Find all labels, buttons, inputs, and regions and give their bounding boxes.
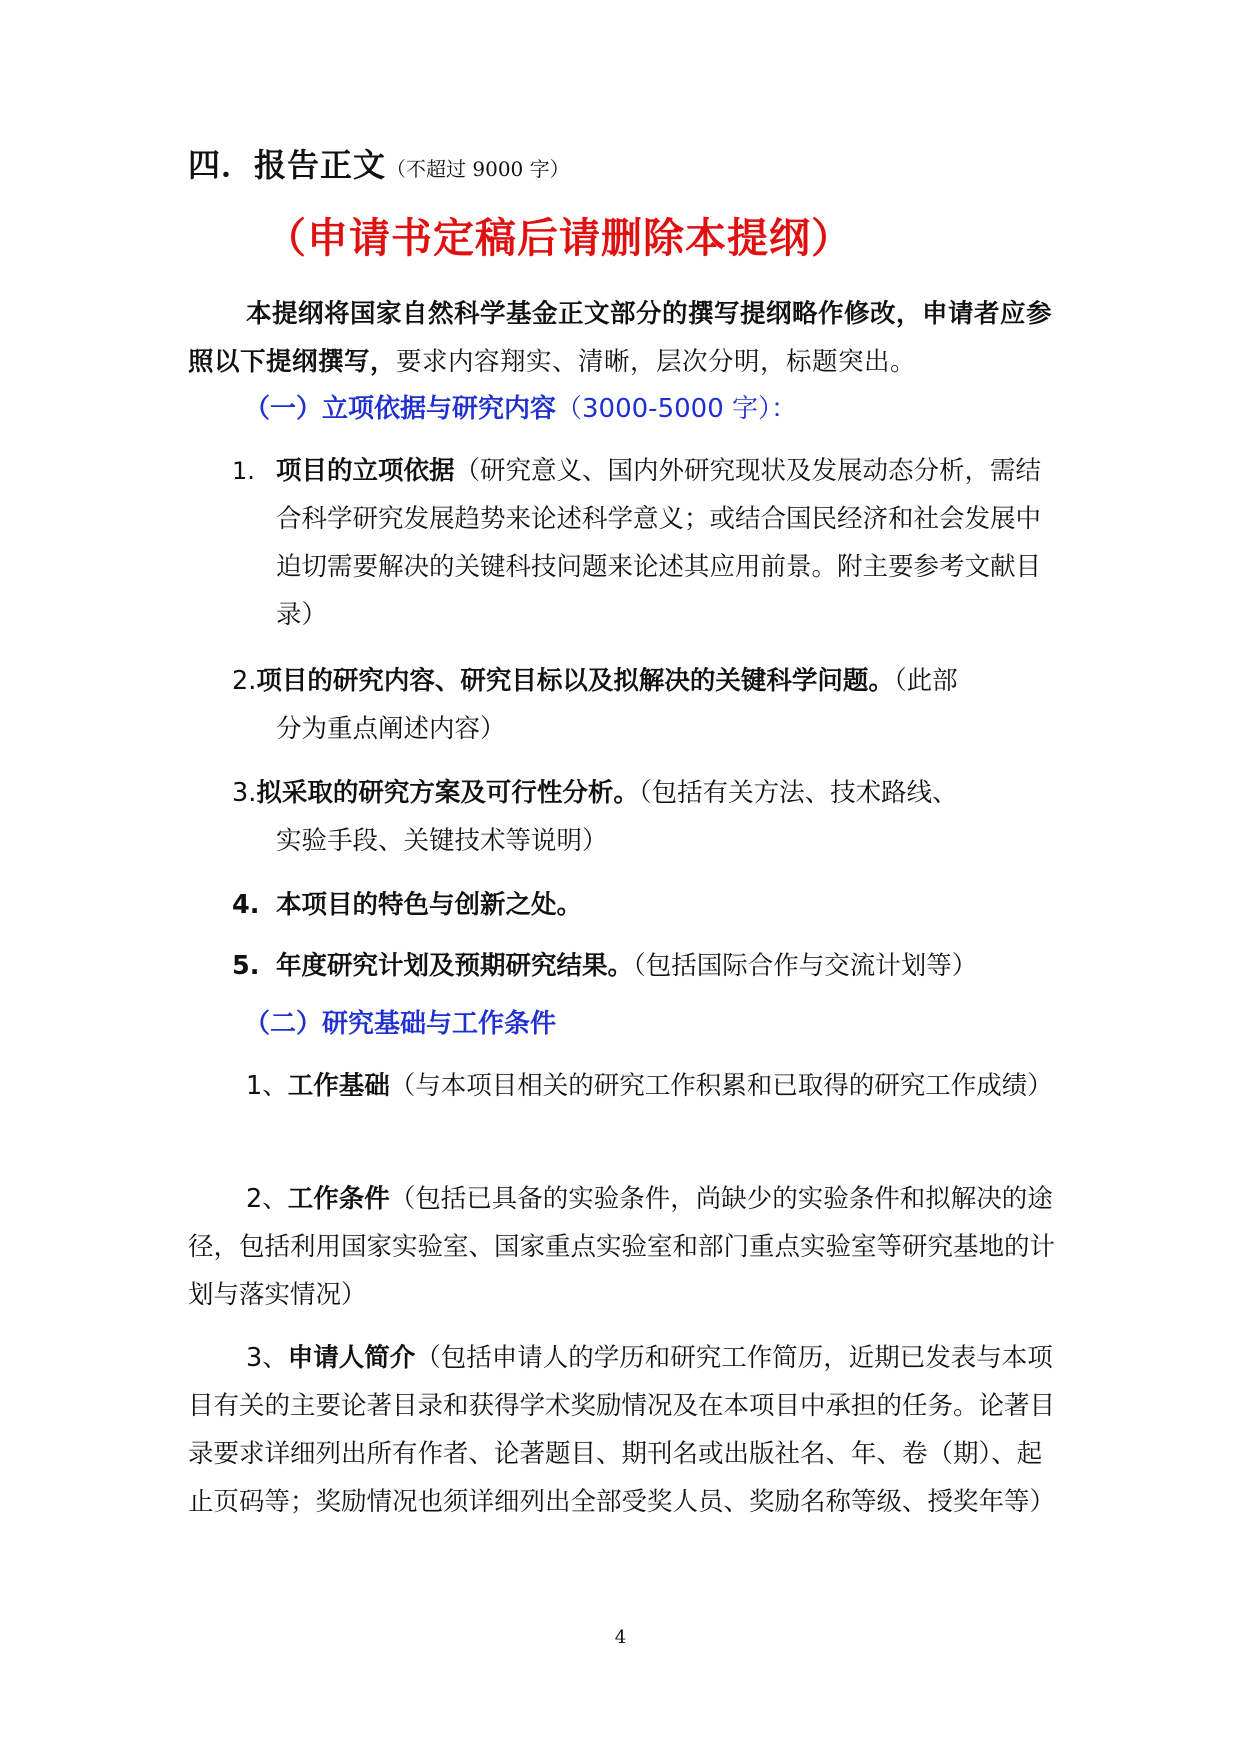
- list-item-title: 项目的立项依据: [276, 456, 455, 486]
- paragraph-prefix: 2、: [246, 1184, 288, 1214]
- paragraph-desc: （包括申请人的学历和研究工作简历，近期已发表与本项目有关的主要论著目录和获得学术奖励情况及在本项目中承担的任务。论著目录要求详细列出所有作者、论著题目、期刊名或出版社名、年、卷（期）、起止页码等；奖励情况也须详细列出全部受奖人员、奖励名称等级、授奖年等）: [188, 1343, 1056, 1517]
- heading-title: 四．报告正文: [188, 146, 387, 184]
- section-1-title: （一）立项依据与研究内容: [244, 394, 557, 424]
- list-item-number: 1.: [232, 457, 255, 485]
- list-item-title: 本项目的特色与创新之处。: [276, 890, 583, 920]
- section-1-heading: [244, 388, 797, 425]
- intro-bold-text: 本提纲将国家自然科学基金正文部分的撰写提纲略作修改，申请者应参照以下提纲撰写，: [188, 299, 1053, 377]
- heading-note: （不超过 9000 字）: [386, 157, 570, 181]
- section-2-title: （二）研究基础与工作条件: [244, 1009, 557, 1039]
- list-item-number: 3.: [232, 778, 257, 808]
- paragraph-applicant-profile: [188, 1334, 1058, 1526]
- paragraph-title: 申请人简介: [287, 1343, 416, 1373]
- list-item-3: [232, 769, 1062, 865]
- list-item-desc-cont: 分为重点阐述内容）: [276, 714, 506, 744]
- section-2-heading: [244, 1003, 556, 1040]
- list-item-desc: （包括有关方法、技术路线、: [638, 778, 958, 808]
- paragraph-work-foundation: [188, 1062, 1058, 1110]
- paragraph-title: 工作基础: [287, 1071, 390, 1101]
- paragraph-prefix: 1、: [246, 1071, 288, 1101]
- paragraph-prefix: 3、: [246, 1343, 288, 1373]
- paragraph-title: 工作条件: [287, 1184, 390, 1214]
- paragraph-desc: （包括已具备的实验条件，尚缺少的实验条件和拟解决的途径，包括利用国家实验室、国家重点实验室和部门重点实验室等研究基地的计划与落实情况）: [188, 1184, 1056, 1310]
- list-item-line: [232, 657, 1062, 705]
- delete-outline-notice: （申请书定稿后请删除本提纲）: [265, 214, 853, 262]
- list-item-desc: （研究意义、国内外研究现状及发展动态分析，需结合科学研究发展趋势来论述科学意义；或结合国民经济和社会发展中迫切需要解决的关键科技问题来论述其应用前景。附主要参考文献目录）: [276, 456, 1042, 630]
- list-item-title: 拟采取的研究方案及可行性分析。: [256, 778, 639, 808]
- list-item-desc: （包括国际合作与交流计划等）: [633, 951, 978, 981]
- intro-paragraph: [188, 290, 1058, 386]
- page-number: 4: [614, 1627, 627, 1648]
- section-1-note: （3000-5000 字）：: [556, 394, 797, 424]
- list-item-desc-cont: 实验手段、关键技术等说明）: [276, 826, 608, 856]
- list-item-body: [276, 447, 1061, 639]
- paragraph-work-conditions: [188, 1175, 1058, 1319]
- paragraph-desc: （与本项目相关的研究工作积累和已取得的研究工作成绩）: [389, 1071, 1053, 1101]
- list-item-line: [232, 769, 1062, 817]
- list-item-desc: （此部: [893, 666, 958, 696]
- intro-normal-text: 要求内容翔实、清晰，层次分明，标题突出。: [396, 347, 917, 377]
- list-item-number: 4.: [232, 890, 260, 920]
- list-item-4: [232, 881, 1062, 929]
- list-item-title: 项目的研究内容、研究目标以及拟解决的关键科学问题。: [256, 666, 894, 696]
- list-item-2: [232, 657, 1062, 753]
- list-item-number: 5.: [232, 951, 260, 981]
- list-item-number: 2.: [232, 666, 257, 696]
- section-heading: [188, 140, 570, 186]
- list-item-title: 年度研究计划及预期研究结果。: [276, 951, 634, 981]
